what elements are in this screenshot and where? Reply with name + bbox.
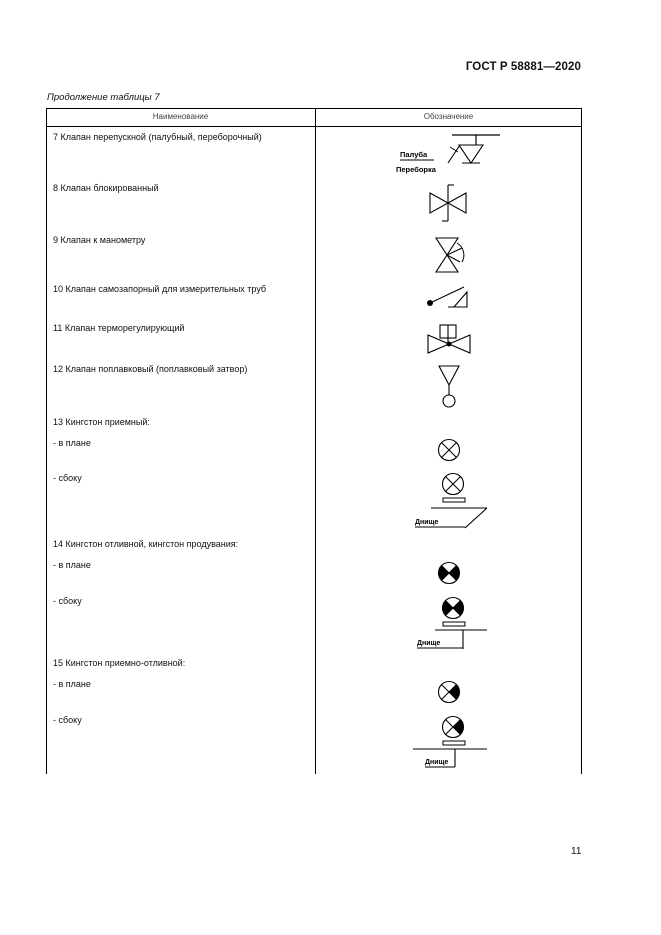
- blocked-valve-symbol: [424, 183, 472, 223]
- receiving-kingston-side-symbol: [405, 470, 495, 530]
- table-column-divider: [315, 108, 316, 774]
- discharge-kingston-side-symbol: [405, 594, 495, 654]
- deck-label: Палуба: [400, 150, 428, 159]
- bulkhead-label: Переборка: [396, 165, 436, 174]
- column-header-symbol: Обозначение: [423, 112, 474, 121]
- list-item: 11 Клапан терморегулирующий: [53, 323, 185, 333]
- self-closing-valve-symbol: [424, 285, 472, 315]
- discharge-kingston-plan-symbol: [436, 560, 462, 586]
- table-caption: Продолжение таблицы 7: [47, 92, 160, 103]
- gauge-valve-symbol: [428, 234, 468, 278]
- bottom-label: Днище: [415, 519, 439, 526]
- receiving-kingston-plan-symbol: [436, 437, 462, 463]
- page-number: 11: [571, 846, 582, 857]
- float-valve-symbol: [434, 362, 464, 410]
- list-item: 12 Клапан поплавковый (поплавковый затвор): [53, 364, 248, 374]
- standard-code: ГОСТ Р 58881—2020: [465, 61, 581, 73]
- receiving-discharge-kingston-side-symbol: [405, 713, 495, 771]
- receiving-discharge-kingston-plan-symbol: [436, 679, 462, 705]
- list-item: - сбоку: [53, 473, 82, 483]
- column-header-name: Наименование: [152, 112, 209, 121]
- list-item: - сбоку: [53, 715, 82, 725]
- list-item: 15 Кингстон приемно-отливной:: [53, 658, 186, 668]
- bottom-label: Днище: [417, 640, 441, 647]
- thermostatic-valve-symbol: [424, 322, 474, 356]
- list-item: 7 Клапан перепускной (палубный, переборочный): [53, 132, 262, 142]
- list-item: - в плане: [53, 679, 91, 689]
- list-item: - сбоку: [53, 596, 82, 606]
- list-item: 14 Кингстон отливной, кингстон продувания:: [53, 539, 239, 549]
- list-item: 10 Клапан самозапорный для измерительных труб: [53, 284, 267, 294]
- list-item: - в плане: [53, 560, 91, 570]
- list-item: 9 Клапан к манометру: [53, 235, 146, 245]
- bottom-label: Днище: [425, 759, 449, 766]
- table-border-right: [581, 108, 582, 774]
- table-header-divider: [46, 126, 582, 127]
- table-border-left: [46, 108, 47, 774]
- bypass-valve-symbol: [390, 130, 510, 178]
- list-item: 13 Кингстон приемный:: [53, 417, 150, 427]
- list-item: - в плане: [53, 438, 91, 448]
- symbols-table: [46, 108, 582, 774]
- list-item: 8 Клапан блокированный: [53, 183, 159, 193]
